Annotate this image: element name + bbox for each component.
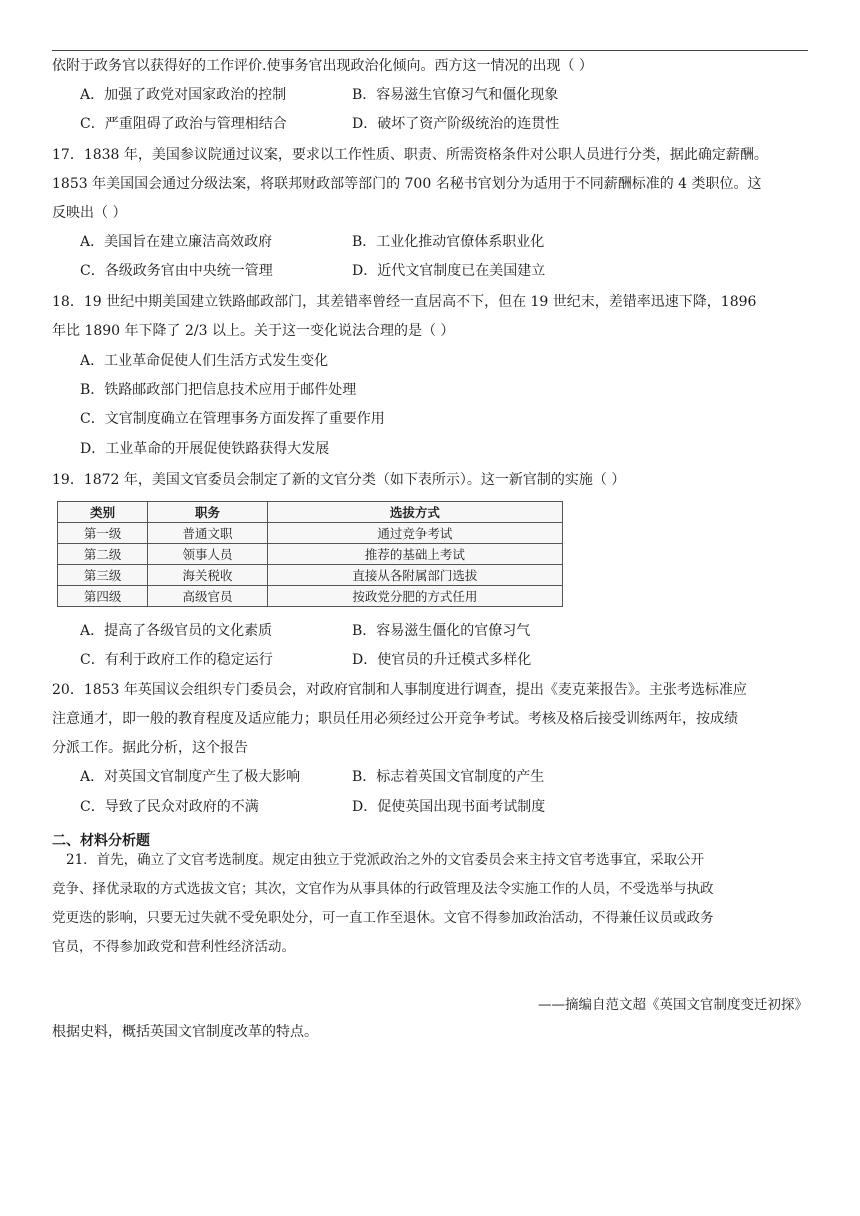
q19-option-b: B．容易滋生僵化的官僚习气	[352, 623, 531, 639]
q17-stem-line2: 1853 年美国国会通过分级法案，将联邦财政部等部门的 700 名秘书官划分为适用于不同薪酬标准的 4 类职位。这	[52, 176, 762, 192]
q17-option-d: D．近代文官制度已在美国建立	[352, 263, 546, 279]
table-cell: 推荐的基础上考试	[267, 544, 562, 565]
q20-stem-line3: 分派工作。据此分析，这个报告	[52, 740, 248, 756]
q21-source-citation: ——摘编自范文超《英国文官制度变迁初探》	[538, 997, 808, 1013]
table-header-cell: 职务	[148, 502, 268, 523]
q19-option-a: A．提高了各级官员的文化素质	[80, 623, 273, 639]
q21-material-line3: 党更迭的影响，只要无过失就不受免职处分，可一直工作至退休。文官不得参加政治活动，不得兼任议员或政务	[52, 910, 714, 926]
table-cell: 通过竞争考试	[267, 523, 562, 544]
table-cell: 直接从各附属部门选拔	[267, 565, 562, 586]
q16-option-d: D．破坏了资产阶级统治的连贯性	[352, 116, 560, 132]
q17-option-c: C．各级政务官由中央统一管理	[80, 263, 273, 279]
q20-option-c: C．导致了民众对政府的不满	[80, 799, 259, 815]
q20-option-a: A．对英国文官制度产生了极大影响	[80, 769, 301, 785]
q18-option-d: D．工业革命的开展促使铁路获得大发展	[80, 441, 330, 457]
q20-stem-line1: 20．1853 年英国议会组织专门委员会，对政府官制和人事制度进行调查，提出《麦克莱报告》。主张考选标准应	[52, 682, 747, 698]
q21-material-line2: 竞争、择优录取的方式选拔文官；其次，文官作为从事具体的行政管理及法令实施工作的人员，不受选举与执政	[52, 881, 714, 897]
table-cell: 普通文职	[148, 523, 268, 544]
q17-stem-line3: 反映出（ ）	[52, 205, 127, 221]
table-header-cell: 选拔方式	[267, 502, 562, 523]
q21-material-line1: 21．首先，确立了文官考选制度。规定由独立于党派政治之外的文官委员会来主持文官考选事宜，采取公开	[66, 852, 705, 868]
q16-option-c: C．严重阻碍了政治与管理相结合	[80, 116, 287, 132]
table-row	[58, 544, 563, 565]
q19-option-d: D．使官员的升迁模式多样化	[352, 652, 532, 668]
q16-stem-tail: 依附于政务官以获得好的工作评价.使事务官出现政治化倾向。西方这一情况的出现（ ）	[52, 58, 593, 74]
table-cell: 海关税收	[148, 565, 268, 586]
q17-stem-line1: 17．1838 年，美国参议院通过议案，要求以工作性质、职责、所需资格条件对公职人员进行分类，据此确定薪酬。	[52, 147, 768, 163]
q18-stem-line1: 18．19 世纪中期美国建立铁路邮政部门，其差错率曾经一直居高不下，但在 19 世纪末，差错率迅速下降，1896	[52, 294, 757, 310]
q17-option-b: B．工业化推动官僚体系职业化	[352, 234, 545, 250]
q18-option-c: C．文官制度确立在管理事务方面发挥了重要作用	[80, 411, 385, 427]
q18-option-a: A．工业革命促使人们生活方式发生变化	[80, 353, 329, 369]
q17-option-a: A．美国旨在建立廉洁高效政府	[80, 234, 273, 250]
table-row	[58, 586, 563, 607]
q18-option-b: B．铁路邮政部门把信息技术应用于邮件处理	[80, 382, 357, 398]
q20-stem-line2: 注意通才，即一般的教育程度及适应能力；职员任用必须经过公开竞争考试。考核及格后接受训练两年，按成绩	[52, 711, 738, 727]
table-row	[58, 523, 563, 544]
table-cell: 领事人员	[148, 544, 268, 565]
table-header-row	[58, 502, 563, 523]
civil-service-classification-table	[57, 501, 563, 607]
q19-stem-line1: 19．1872 年，美国文官委员会制定了新的文官分类（如下表所示）。这一新官制的实施（ ）	[52, 472, 626, 488]
q16-option-a: A．加强了政党对国家政治的控制	[80, 87, 287, 103]
top-divider	[52, 50, 808, 51]
table-cell: 第二级	[58, 544, 148, 565]
q16-option-b: B．容易滋生官僚习气和僵化现象	[352, 87, 559, 103]
q20-option-d: D．促使英国出现书面考试制度	[352, 799, 546, 815]
q21-question: 根据史料，概括英国文官制度改革的特点。	[52, 1024, 318, 1040]
table-row	[58, 565, 563, 586]
table-cell: 第三级	[58, 565, 148, 586]
table-cell: 第一级	[58, 523, 148, 544]
section-title: 二、材料分析题	[52, 833, 150, 849]
table-cell: 第四级	[58, 586, 148, 607]
q18-stem-line2: 年比 1890 年下降了 2/3 以上。关于这一变化说法合理的是（ ）	[52, 323, 455, 339]
table-cell: 高级官员	[148, 586, 268, 607]
q19-option-c: C．有利于政府工作的稳定运行	[80, 652, 273, 668]
q20-option-b: B．标志着英国文官制度的产生	[352, 769, 545, 785]
table-header-cell: 类别	[58, 502, 148, 523]
q21-material-line4: 官员，不得参加政党和营利性经济活动。	[52, 939, 295, 955]
table-cell: 按政党分肥的方式任用	[267, 586, 562, 607]
